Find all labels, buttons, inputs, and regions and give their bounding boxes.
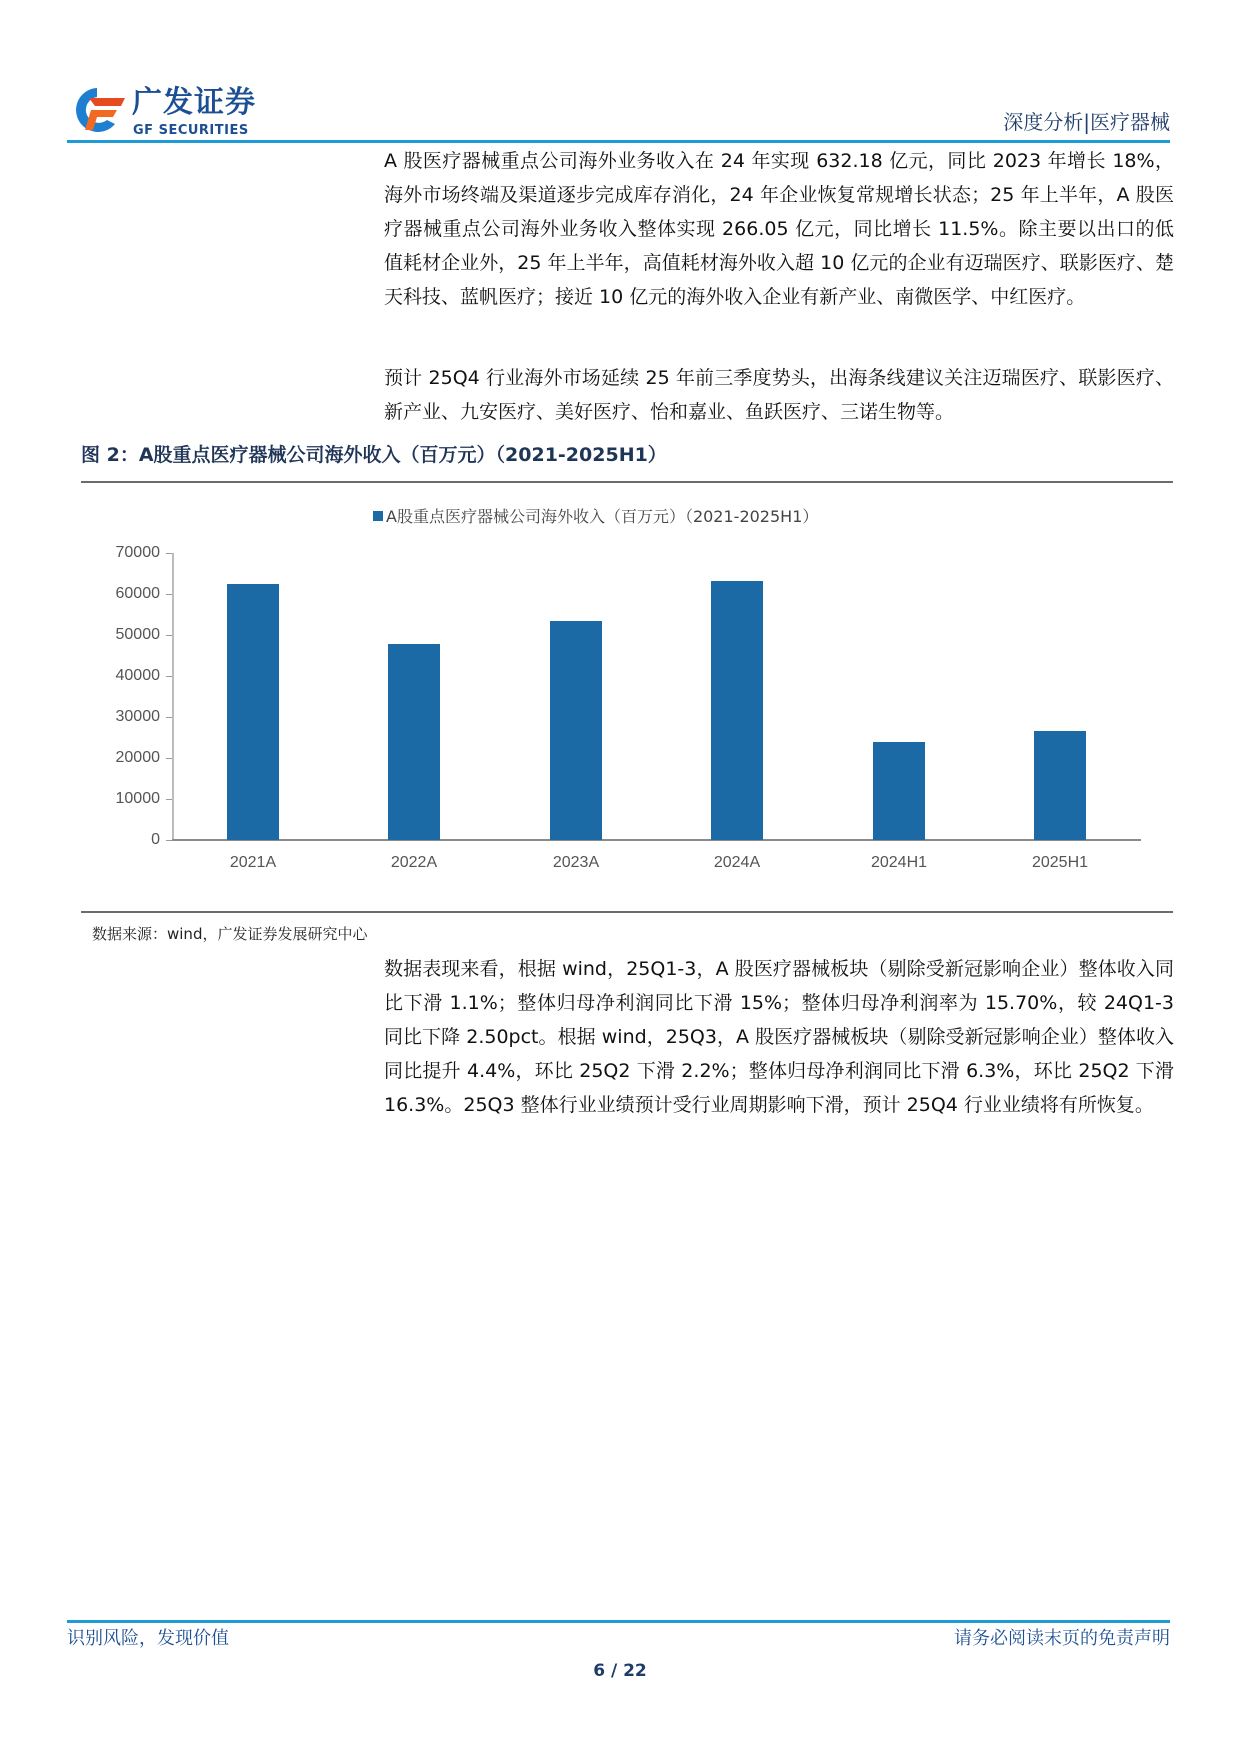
y-tick-mark xyxy=(166,635,172,636)
x-tick-label: 2022A xyxy=(390,854,438,871)
y-axis-line xyxy=(172,553,174,840)
bar-2022a xyxy=(388,644,440,840)
y-tick-mark xyxy=(166,676,172,677)
bar-2024a xyxy=(711,581,763,840)
page-number: 6 / 22 xyxy=(593,1661,647,1681)
footer-divider xyxy=(67,1620,1170,1623)
paragraph-text: 数据表现来看，根据 wind，25Q1-3，A 股医疗器械板块（剔除受新冠影响企业）整体收入同比下滑 1.1%；整体归母净利润同比下滑 15%；整体归母净利润率为 15.70%，较 24Q1-3 同比下降 2.50pct。根据 wind，25Q3，A 股医疗器械板块（剔除受新冠影响企业）整体收入同比提升 4.4%，环比 25Q2 下滑 2.2%；整体归母净利润同比下滑 6.3%，环比 25Q2 下滑 16.3%。25Q3 整体行业业绩预计受行业周期影响下滑，预计 25Q4 行业业绩将有所恢复。 xyxy=(384,958,1174,1116)
y-tick-label: 30000 xyxy=(115,708,160,725)
y-tick-mark xyxy=(166,594,172,595)
paragraph-outlook xyxy=(384,361,1174,429)
footer-slogan: 识别风险，发现价值 xyxy=(67,1628,229,1649)
y-tick-label: 0 xyxy=(151,831,160,848)
paragraph-performance xyxy=(384,952,1174,1122)
gf-logo-icon xyxy=(67,84,127,136)
chart-legend xyxy=(373,506,818,528)
header-divider xyxy=(67,140,1170,143)
bar-2024h1 xyxy=(873,742,925,840)
paragraph-text: 预计 25Q4 行业海外市场延续 25 年前三季度势头，出海条线建议关注迈瑞医疗、联影医疗、新产业、九安医疗、美好医疗、怡和嘉业、鱼跃医疗、三诺生物等。 xyxy=(384,367,1174,423)
footer-disclaimer-link[interactable]: 请务必阅读末页的免责声明 xyxy=(954,1628,1170,1649)
y-tick-label: 50000 xyxy=(115,626,160,643)
x-tick-label: 2025H1 xyxy=(1031,854,1089,871)
paragraph-overseas-revenue xyxy=(384,144,1174,314)
y-tick-mark xyxy=(166,758,172,759)
y-tick-mark xyxy=(166,799,172,800)
y-tick-label: 70000 xyxy=(115,544,160,561)
figure-title: 图 2：A股重点医疗器械公司海外收入（百万元）（2021-2025H1） xyxy=(81,444,667,466)
figure-bottom-rule xyxy=(81,911,1173,913)
legend-swatch-icon xyxy=(373,511,383,521)
x-tick-label: 2024A xyxy=(713,854,761,871)
x-tick-label: 2024H1 xyxy=(870,854,928,871)
y-tick-mark xyxy=(166,717,172,718)
y-tick-label: 40000 xyxy=(115,667,160,684)
figure-source: 数据来源：wind，广发证券发展研究中心 xyxy=(92,925,368,943)
x-axis-line xyxy=(172,839,1141,841)
figure-top-rule xyxy=(81,481,1173,483)
brand-name-en: GF SECURITIES xyxy=(133,123,249,138)
brand-name-cn: 广发证券 xyxy=(132,85,256,120)
section-label: 深度分析|医疗器械 xyxy=(1003,110,1170,134)
y-tick-label: 10000 xyxy=(115,790,160,807)
x-tick-label: 2023A xyxy=(552,854,600,871)
y-tick-label: 60000 xyxy=(115,585,160,602)
y-tick-mark xyxy=(166,840,172,841)
bar-2025h1 xyxy=(1034,731,1086,840)
x-tick-label: 2021A xyxy=(229,854,277,871)
y-tick-mark xyxy=(166,553,172,554)
bar-2021a xyxy=(227,584,279,840)
legend-label: A股重点医疗器械公司海外收入（百万元）（2021-2025H1） xyxy=(386,507,819,526)
bar-2023a xyxy=(550,621,602,840)
y-tick-label: 20000 xyxy=(115,749,160,766)
paragraph-text: A 股医疗器械重点公司海外业务收入在 24 年实现 632.18 亿元，同比 2023 年增长 18%，海外市场终端及渠道逐步完成库存消化，24 年企业恢复常规增长状态；25 年上半年，A 股医疗器械重点公司海外业务收入整体实现 266.05 亿元，同比增长 11.5%。除主要以出口的低值耗材企业外，25 年上半年，高值耗材海外收入超 10 亿元的企业有迈瑞医疗、联影医疗、楚天科技、蓝帆医疗；接近 10 亿元的海外收入企业有新产业、南微医学、中红医疗。 xyxy=(384,150,1174,308)
